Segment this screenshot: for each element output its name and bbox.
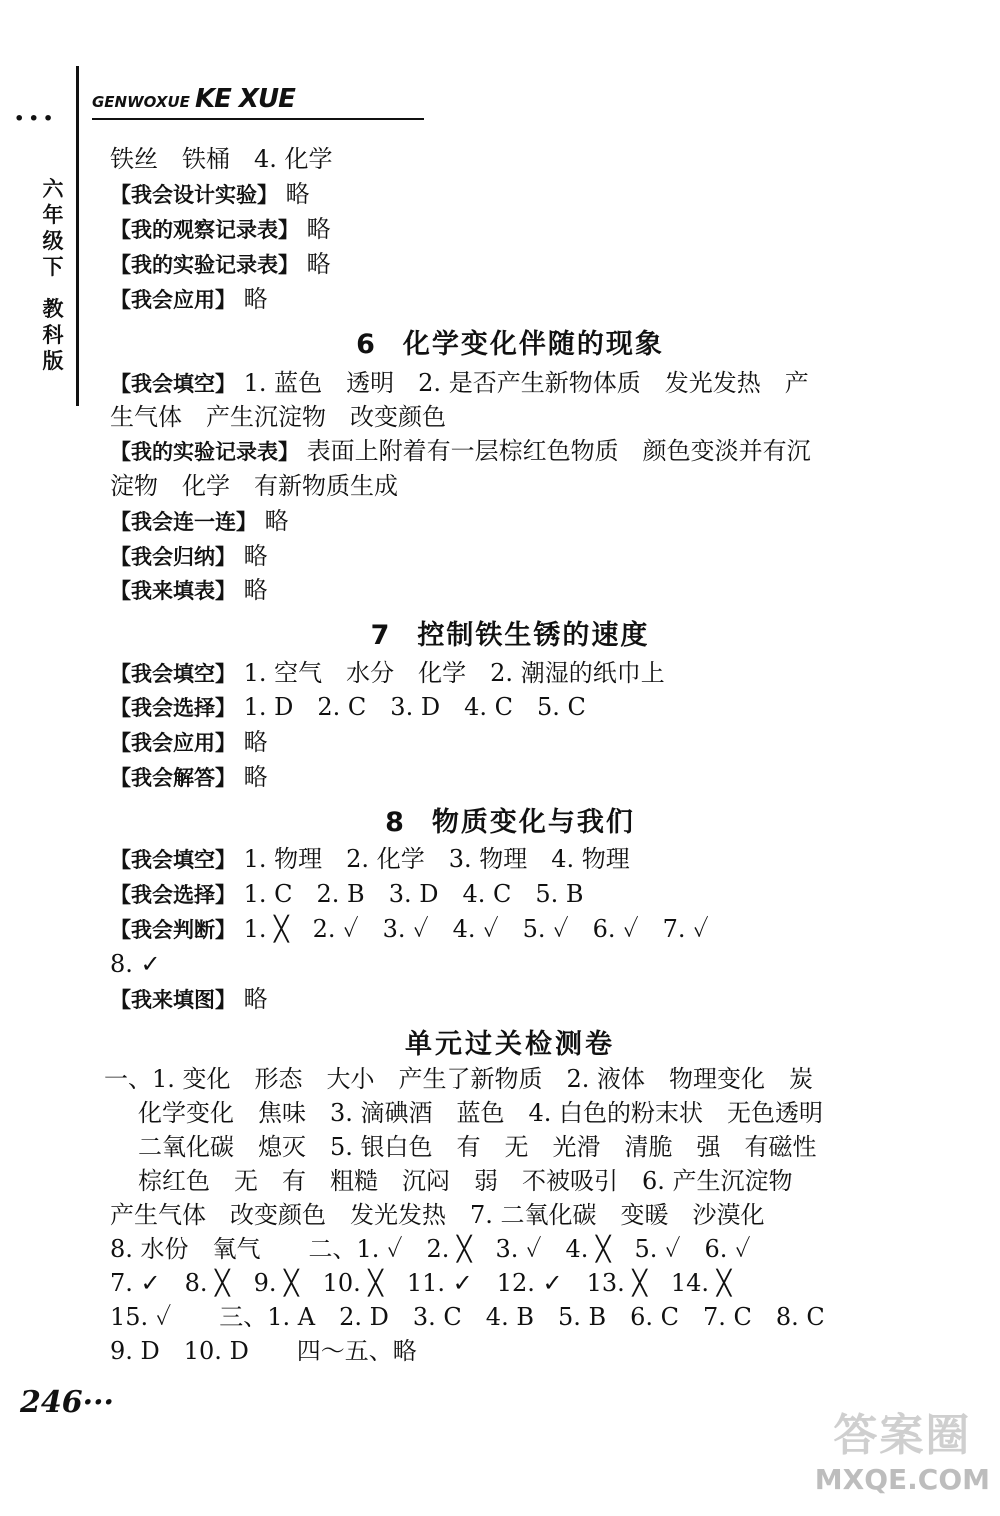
answer-text: 1. 空气 水分 化学 2. 潮湿的纸巾上 [243,659,665,687]
unit-line-7: 7. ✓ 8. ╳ 9. ╳ 10. ╳ 11. ✓ 12. ✓ 13. ╳ 14. ╳ [110,1269,732,1297]
section-title-text: 化学变化伴随的现象 [402,329,664,360]
answer-text: 略 [243,542,268,570]
sidebar-edition [38,296,68,374]
answer-text: 略 [243,285,268,313]
section-label: 【我会选择】 [110,696,236,720]
section-6-title [100,322,920,361]
answer-text: 略 [243,576,268,604]
section-number: 6 [356,329,377,360]
unit-line-1: 一、1. 变化 形态 大小 产生了新物质 2. 液体 物理变化 炭 [104,1065,814,1093]
intro-line-1: 铁丝 铁桶 4. 化学 [110,145,333,173]
s7-line-1 [110,656,665,691]
s7-line-3 [110,725,268,760]
header-small: GENWOXUE [92,93,190,111]
s6-line-4: 淀物 化学 有新物质生成 [110,472,398,500]
s7-line-4 [110,760,268,795]
unit-line-6: 8. 水份 氧气 二、1. ✓ 2. ╳ 3. ✓ 4. ╳ 5. ✓ 6. ✓ [110,1235,751,1263]
unit-line-2: 化学变化 焦味 3. 滴碘酒 蓝色 4. 白色的粉末状 无色透明 [138,1099,824,1127]
answer-text: 1. ╳ 2. ✓ 3. ✓ 4. ✓ 5. ✓ 6. ✓ 7. ✓ [243,915,709,943]
sidebar-char: 下 [42,254,64,279]
section-label: 【我来填表】 [110,579,236,603]
answer-text: 1. 物理 2. 化学 3. 物理 4. 物理 [243,845,630,873]
sidebar-char: 级 [42,228,64,253]
section-label: 【我会选择】 [110,883,236,907]
watermark-logo [815,1399,990,1496]
section-title-text: 控制铁生锈的速度 [417,620,650,651]
sidebar-grade [38,176,68,280]
header-big: KE XUE [194,84,295,114]
section-title-text: 物质变化与我们 [431,807,635,838]
sidebar-char: 六 [42,176,64,201]
section-label: 【我来填图】 [110,988,236,1012]
section-number: 7 [370,620,392,651]
running-header [92,84,424,120]
s6-line-2: 生气体 产生沉淀物 改变颜色 [110,403,446,431]
unit-line-8: 15. ✓ 三、1. A 2. D 3. C 4. B 5. B 6. C 7. C 8. C [110,1303,825,1331]
answer-text: 略 [285,180,310,208]
answer-text: 表面上附着有一层棕红色物质 颜色变淡并有沉 [306,437,811,465]
intro-line-4 [110,247,331,282]
s6-line-1 [110,366,809,401]
section-label: 【我会判断】 [110,918,236,942]
unit-line-4: 棕红色 无 有 粗糙 沉闷 弱 不被吸引 6. 产生沉淀物 [138,1167,793,1195]
section-label: 【我会应用】 [110,288,236,312]
unit-line-9: 9. D 10. D 四～五、略 [110,1337,417,1365]
s6-line-6 [110,539,268,574]
section-label: 【我会填空】 [110,848,236,872]
s6-line-7 [110,573,268,608]
sidebar-char: 科 [42,322,64,347]
s8-line-1 [110,842,630,877]
answer-text: 1. 蓝色 透明 2. 是否产生新物体质 发光发热 产 [243,369,809,397]
section-label: 【我会设计实验】 [110,183,278,207]
sidebar-char: 年 [42,202,64,227]
answer-text: 1. C 2. B 3. D 4. C 5. B [243,880,584,908]
s8-line-5 [110,982,268,1017]
s6-line-3 [110,434,811,469]
sidebar-char: 教 [42,296,64,321]
section-label: 【我的实验记录表】 [110,253,299,277]
s8-line-2 [110,877,584,912]
s8-line-3 [110,912,709,947]
answer-text: 1. D 2. C 3. D 4. C 5. C [243,693,586,721]
intro-line-2 [110,177,310,212]
section-label: 【我会填空】 [110,372,236,396]
s6-line-5 [110,504,289,539]
unit-line-3: 二氧化碳 熄灭 5. 银白色 有 无 光滑 清脆 强 有磁性 [138,1133,817,1161]
unit-line-5: 产生气体 改变颜色 发光发热 7. 二氧化碳 变暖 沙漠化 [110,1201,765,1229]
sidebar-char: 版 [42,348,64,373]
intro-line-3 [110,212,331,247]
s8-line-4: 8. ✓ [110,950,161,978]
section-number: 8 [385,807,406,838]
section-label: 【我会填空】 [110,662,236,686]
intro-line-5 [110,282,268,317]
answer-text: 略 [264,507,289,535]
s7-line-2 [110,690,586,725]
section-label: 【我的实验记录表】 [110,440,299,464]
answer-text: 略 [243,728,268,756]
section-label: 【我会归纳】 [110,545,236,569]
section-label: 【我会连一连】 [110,510,257,534]
unit-test-title: 单元过关检测卷 [405,1029,615,1060]
section-label: 【我会解答】 [110,766,236,790]
section-label: 【我会应用】 [110,731,236,755]
answer-text: 略 [306,215,331,243]
answer-text: 略 [243,763,268,791]
margin-rule [76,66,79,406]
section-7-title [100,613,920,652]
section-label: 【我的观察记录表】 [110,218,299,242]
answer-text: 略 [243,985,268,1013]
section-8-title [100,800,920,839]
watermark-line-2: MXQE.COM [814,1463,990,1496]
watermark-line-1: 答案圈 [833,1410,972,1461]
answer-text: 略 [306,250,331,278]
header-dots: ··· [14,101,58,136]
page-number: 246··· [20,1385,114,1420]
